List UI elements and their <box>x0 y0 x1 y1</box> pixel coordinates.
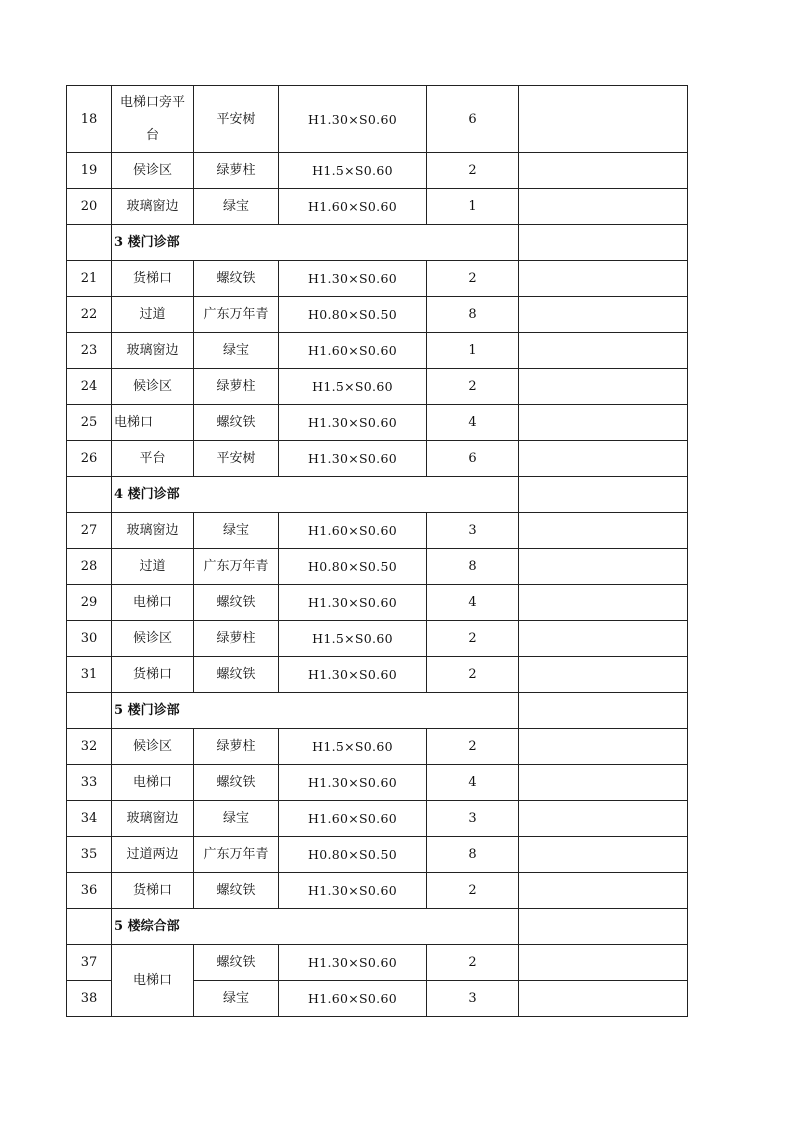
quantity-cell: 3 <box>427 981 519 1017</box>
note-cell <box>519 585 688 621</box>
row-number: 31 <box>67 657 112 693</box>
note-cell <box>519 945 688 981</box>
table-row <box>67 729 688 765</box>
spec-cell: H1.30×S0.60 <box>279 657 427 693</box>
section-spacer <box>67 693 112 729</box>
section-title: 3 楼门诊部 <box>112 225 519 261</box>
location-cell: 货梯口 <box>112 873 194 909</box>
spec-cell: H1.5×S0.60 <box>279 369 427 405</box>
location-cell: 玻璃窗边 <box>112 801 194 837</box>
note-cell <box>519 765 688 801</box>
plant-cell: 广东万年青 <box>194 297 279 333</box>
location-cell: 玻璃窗边 <box>112 189 194 225</box>
quantity-cell: 3 <box>427 801 519 837</box>
plant-cell: 绿宝 <box>194 333 279 369</box>
note-cell <box>519 873 688 909</box>
table-row <box>67 297 688 333</box>
spec-cell: H0.80×S0.50 <box>279 837 427 873</box>
note-cell <box>519 801 688 837</box>
table-row <box>67 261 688 297</box>
row-number: 29 <box>67 585 112 621</box>
note-cell <box>519 333 688 369</box>
plant-cell: 螺纹铁 <box>194 945 279 981</box>
row-number: 26 <box>67 441 112 477</box>
row-number: 34 <box>67 801 112 837</box>
row-number: 33 <box>67 765 112 801</box>
location-cell: 侯诊区 <box>112 153 194 189</box>
spec-cell: H1.30×S0.60 <box>279 261 427 297</box>
location-cell: 电梯口 <box>112 405 194 441</box>
section-row <box>67 477 688 513</box>
note-cell <box>519 297 688 333</box>
table-row <box>67 585 688 621</box>
spec-cell: H1.5×S0.60 <box>279 153 427 189</box>
spec-cell: H0.80×S0.50 <box>279 549 427 585</box>
spec-cell: H1.60×S0.60 <box>279 513 427 549</box>
table-row <box>67 369 688 405</box>
plant-list-table <box>66 85 688 1017</box>
location-cell: 货梯口 <box>112 657 194 693</box>
quantity-cell: 4 <box>427 405 519 441</box>
plant-cell: 绿萝柱 <box>194 369 279 405</box>
spec-cell: H1.60×S0.60 <box>279 333 427 369</box>
row-number: 19 <box>67 153 112 189</box>
location-cell: 候诊区 <box>112 621 194 657</box>
plant-cell: 绿宝 <box>194 801 279 837</box>
plant-cell: 平安树 <box>194 441 279 477</box>
table-row <box>67 189 688 225</box>
note-cell <box>519 729 688 765</box>
location-cell: 玻璃窗边 <box>112 333 194 369</box>
quantity-cell: 2 <box>427 873 519 909</box>
spec-cell: H1.30×S0.60 <box>279 945 427 981</box>
plant-cell: 螺纹铁 <box>194 261 279 297</box>
note-cell <box>519 189 688 225</box>
location-cell: 电梯口旁平台 <box>112 86 194 153</box>
quantity-cell: 2 <box>427 153 519 189</box>
quantity-cell: 2 <box>427 621 519 657</box>
note-cell <box>519 693 688 729</box>
table-row <box>67 945 688 981</box>
row-number: 30 <box>67 621 112 657</box>
section-row <box>67 909 688 945</box>
section-spacer <box>67 909 112 945</box>
note-cell <box>519 513 688 549</box>
row-number: 24 <box>67 369 112 405</box>
table-row <box>67 765 688 801</box>
section-title: 4 楼门诊部 <box>112 477 519 513</box>
table-row <box>67 441 688 477</box>
row-number: 32 <box>67 729 112 765</box>
location-cell: 货梯口 <box>112 261 194 297</box>
note-cell <box>519 549 688 585</box>
spec-cell: H1.30×S0.60 <box>279 873 427 909</box>
location-cell: 电梯口 <box>112 765 194 801</box>
row-number: 21 <box>67 261 112 297</box>
section-spacer <box>67 477 112 513</box>
spec-cell: H1.30×S0.60 <box>279 86 427 153</box>
spec-cell: H1.5×S0.60 <box>279 621 427 657</box>
location-cell: 电梯口 <box>112 945 194 1017</box>
quantity-cell: 2 <box>427 945 519 981</box>
section-title: 5 楼综合部 <box>112 909 519 945</box>
note-cell <box>519 225 688 261</box>
table-row <box>67 657 688 693</box>
plant-cell: 绿宝 <box>194 981 279 1017</box>
table-row <box>67 86 688 153</box>
spec-cell: H1.30×S0.60 <box>279 585 427 621</box>
row-number: 27 <box>67 513 112 549</box>
location-cell: 候诊区 <box>112 729 194 765</box>
row-number: 18 <box>67 86 112 153</box>
row-number: 23 <box>67 333 112 369</box>
quantity-cell: 1 <box>427 333 519 369</box>
quantity-cell: 8 <box>427 297 519 333</box>
table-row <box>67 549 688 585</box>
plant-cell: 螺纹铁 <box>194 765 279 801</box>
note-cell <box>519 441 688 477</box>
location-cell: 过道 <box>112 549 194 585</box>
plant-cell: 平安树 <box>194 86 279 153</box>
quantity-cell: 8 <box>427 549 519 585</box>
plant-cell: 广东万年青 <box>194 549 279 585</box>
location-cell: 玻璃窗边 <box>112 513 194 549</box>
plant-cell: 螺纹铁 <box>194 585 279 621</box>
row-number: 22 <box>67 297 112 333</box>
plant-cell: 绿宝 <box>194 189 279 225</box>
section-row <box>67 693 688 729</box>
table-row <box>67 837 688 873</box>
plant-cell: 绿萝柱 <box>194 729 279 765</box>
note-cell <box>519 86 688 153</box>
plant-cell: 螺纹铁 <box>194 657 279 693</box>
location-cell: 过道 <box>112 297 194 333</box>
table-row <box>67 513 688 549</box>
spec-cell: H0.80×S0.50 <box>279 297 427 333</box>
note-cell <box>519 261 688 297</box>
note-cell <box>519 909 688 945</box>
plant-cell: 绿宝 <box>194 513 279 549</box>
spec-cell: H1.30×S0.60 <box>279 765 427 801</box>
row-number: 35 <box>67 837 112 873</box>
quantity-cell: 6 <box>427 441 519 477</box>
note-cell <box>519 153 688 189</box>
quantity-cell: 1 <box>427 189 519 225</box>
quantity-cell: 8 <box>427 837 519 873</box>
row-number: 37 <box>67 945 112 981</box>
note-cell <box>519 621 688 657</box>
note-cell <box>519 405 688 441</box>
spec-cell: H1.60×S0.60 <box>279 981 427 1017</box>
quantity-cell: 4 <box>427 765 519 801</box>
section-spacer <box>67 225 112 261</box>
table-row <box>67 621 688 657</box>
section-row <box>67 225 688 261</box>
note-cell <box>519 837 688 873</box>
location-cell: 候诊区 <box>112 369 194 405</box>
spec-cell: H1.5×S0.60 <box>279 729 427 765</box>
plant-cell: 螺纹铁 <box>194 873 279 909</box>
location-cell: 电梯口 <box>112 585 194 621</box>
row-number: 38 <box>67 981 112 1017</box>
spec-cell: H1.60×S0.60 <box>279 801 427 837</box>
row-number: 28 <box>67 549 112 585</box>
note-cell <box>519 657 688 693</box>
quantity-cell: 2 <box>427 369 519 405</box>
quantity-cell: 6 <box>427 86 519 153</box>
location-cell: 平台 <box>112 441 194 477</box>
spec-cell: H1.30×S0.60 <box>279 405 427 441</box>
row-number: 20 <box>67 189 112 225</box>
plant-cell: 螺纹铁 <box>194 405 279 441</box>
table-row <box>67 801 688 837</box>
row-number: 25 <box>67 405 112 441</box>
note-cell <box>519 981 688 1017</box>
row-number: 36 <box>67 873 112 909</box>
plant-cell: 广东万年青 <box>194 837 279 873</box>
plant-cell: 绿萝柱 <box>194 153 279 189</box>
table-row <box>67 333 688 369</box>
quantity-cell: 2 <box>427 729 519 765</box>
spec-cell: H1.60×S0.60 <box>279 189 427 225</box>
quantity-cell: 2 <box>427 657 519 693</box>
quantity-cell: 2 <box>427 261 519 297</box>
table-row <box>67 153 688 189</box>
quantity-cell: 4 <box>427 585 519 621</box>
quantity-cell: 3 <box>427 513 519 549</box>
note-cell <box>519 369 688 405</box>
spec-cell: H1.30×S0.60 <box>279 441 427 477</box>
table-row <box>67 873 688 909</box>
location-cell: 过道两边 <box>112 837 194 873</box>
table-row <box>67 405 688 441</box>
note-cell <box>519 477 688 513</box>
plant-cell: 绿萝柱 <box>194 621 279 657</box>
section-title: 5 楼门诊部 <box>112 693 519 729</box>
